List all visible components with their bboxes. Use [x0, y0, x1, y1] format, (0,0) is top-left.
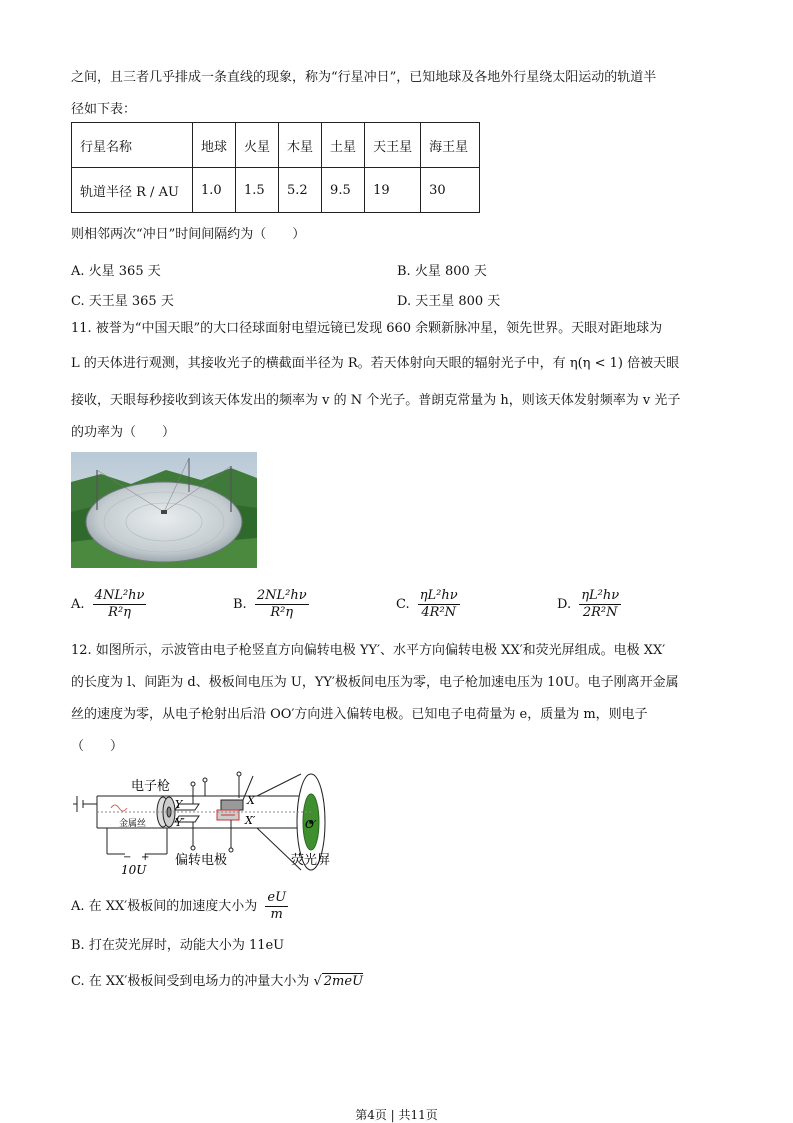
- option-label: B.: [233, 597, 247, 612]
- page-footer: 第4页 | 共11页: [355, 1108, 438, 1122]
- table-cell: 土星: [322, 123, 365, 168]
- fraction: [255, 588, 309, 621]
- label-o-prime: O′: [305, 818, 317, 831]
- numerator: 4NL²hν: [94, 588, 145, 603]
- q10-option-a[interactable]: A. 火星 365 天: [71, 264, 161, 279]
- denominator: R²η: [270, 605, 294, 620]
- q12-line-1: 12. 如图所示，示波管由电子枪竖直方向偏转电极 YY′、水平方向偏转电极 XX′和荧光屏组成。电极 XX′: [71, 643, 666, 658]
- numerator: eU: [267, 890, 287, 905]
- table-cell: 天王星: [365, 123, 421, 168]
- fraction: [93, 588, 147, 621]
- q11-option-a[interactable]: [71, 588, 146, 621]
- option-text: C. 在 XX′极板间受到电场力的冲量大小为: [71, 974, 310, 989]
- option-label: C.: [396, 597, 410, 612]
- fraction: [265, 890, 288, 923]
- q11-option-d[interactable]: [557, 588, 621, 621]
- table-cell: 轨道半径 R / AU: [72, 168, 193, 213]
- fraction: [418, 588, 460, 621]
- table-cell: 行星名称: [72, 123, 193, 168]
- denominator: 2R²N: [582, 605, 618, 620]
- denominator: 4R²N: [421, 605, 457, 620]
- q11-option-c[interactable]: [396, 588, 460, 621]
- q12-option-c[interactable]: [71, 970, 363, 989]
- q10-option-c[interactable]: C. 天王星 365 天: [71, 294, 174, 309]
- table-cell: 1.0: [193, 168, 236, 213]
- q11-line-2: L 的天体进行观测，其接收光子的横截面半径为 R。若天体射向天眼的辐射光子中，有 η(η < 1) 倍被天眼: [71, 356, 680, 371]
- label-y-prime: Y′: [175, 816, 185, 829]
- intro-line-1: 之间，且三者几乎排成一条直线的现象，称为“行星冲日”，已知地球及各地外行星绕太阳运动的轨道半: [71, 70, 657, 85]
- oscilloscope-diagram: [71, 768, 341, 878]
- table-row: [72, 168, 480, 213]
- q11-option-b[interactable]: [233, 588, 309, 621]
- label-x: X: [247, 794, 255, 807]
- q11-line-1: 11. 被誉为“中国天眼”的大口径球面射电望远镜已发现 660 余颗新脉冲星，领先世界。天眼对距地球为: [71, 321, 663, 336]
- sqrt-content: 2meU: [323, 974, 364, 989]
- label-filament: 金属丝: [119, 819, 147, 829]
- orbit-radius-table: [71, 122, 480, 213]
- fraction: [579, 588, 621, 621]
- table-cell: 9.5: [322, 168, 365, 213]
- q10-question: 则相邻两次“冲日”时间间隔约为（ ）: [71, 227, 306, 242]
- label-fluorescent-screen: 荧光屏: [291, 853, 331, 868]
- option-label: D.: [557, 597, 572, 612]
- q12-option-a[interactable]: [71, 890, 288, 923]
- q11-line-4: 的功率为（ ）: [71, 425, 176, 440]
- denominator: R²η: [108, 605, 131, 620]
- label-minus: −: [123, 852, 132, 863]
- numerator: ηL²hν: [419, 588, 458, 603]
- label-electron-gun: 电子枪: [131, 779, 171, 794]
- intro-line-2: 径如下表：: [71, 102, 137, 117]
- table-cell: 19: [365, 168, 421, 213]
- table-cell: 1.5: [236, 168, 279, 213]
- table-cell: 地球: [193, 123, 236, 168]
- q12-line-3: 丝的速度为零，从电子枪射出后沿 OO′方向进入偏转电极。已知电子电荷量为 e，质量为 m，则电子: [71, 707, 648, 722]
- label-voltage: 10U: [121, 863, 147, 877]
- table-cell: 海王星: [421, 123, 480, 168]
- label-x-prime: X′: [245, 814, 256, 827]
- q12-option-b[interactable]: B. 打在荧光屏时，动能大小为 11eU: [71, 938, 285, 953]
- fast-telescope-photo: [71, 452, 257, 568]
- q10-option-d[interactable]: D. 天王星 800 天: [397, 294, 501, 309]
- table-cell: 木星: [279, 123, 322, 168]
- q12-line-2: 的长度为 l、间距为 d、极板间电压为 U，YY′极板间电压为零，电子枪加速电压为 10U。电子刚离开金属: [71, 675, 679, 690]
- numerator: ηL²hν: [581, 588, 620, 603]
- sqrt-sign: √: [313, 974, 322, 989]
- denominator: m: [270, 907, 283, 922]
- table-row: [72, 123, 480, 168]
- label-y: Y: [175, 798, 183, 811]
- option-label: A.: [71, 597, 85, 612]
- q10-option-b[interactable]: B. 火星 800 天: [397, 264, 487, 279]
- q11-line-3: 接收，天眼每秒接收到该天体发出的频率为 v 的 N 个光子。普朗克常量为 h，则该天体发射频率为 v 光子: [71, 393, 681, 408]
- table-cell: 火星: [236, 123, 279, 168]
- numerator: 2NL²hν: [256, 588, 307, 603]
- label-plus: +: [141, 852, 150, 863]
- label-deflection-electrode: 偏转电极: [175, 853, 228, 868]
- q12-line-4: （ ）: [71, 739, 124, 754]
- table-cell: 5.2: [279, 168, 322, 213]
- option-text: A. 在 XX′极板间的加速度大小为: [71, 899, 258, 914]
- table-cell: 30: [421, 168, 480, 213]
